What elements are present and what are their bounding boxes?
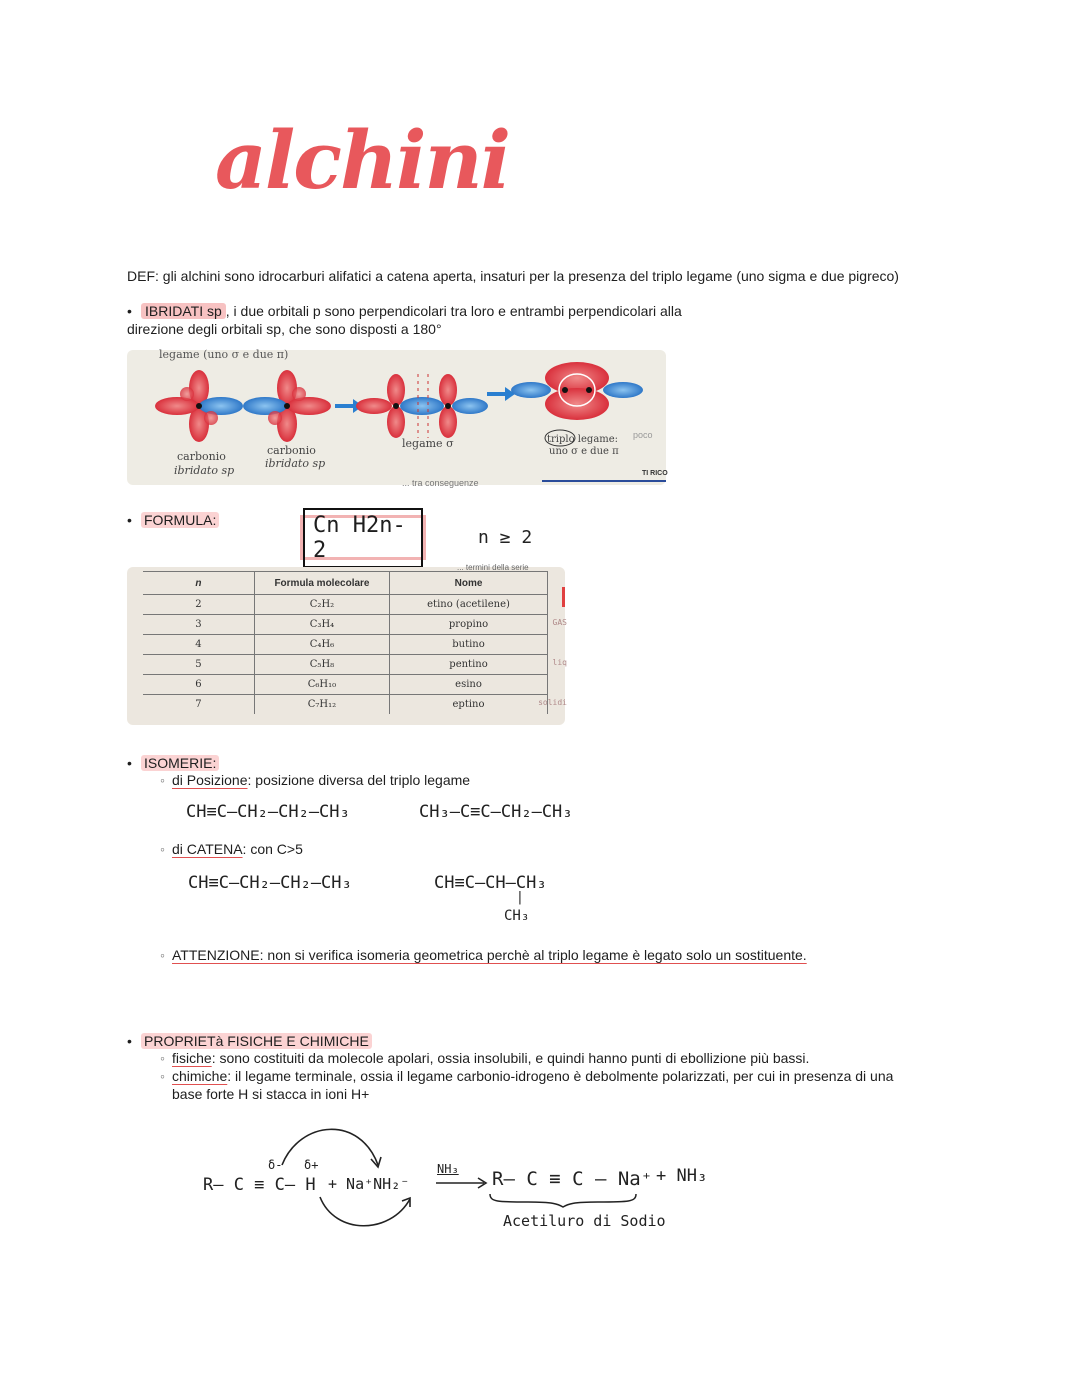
cell-name-text: eptino <box>452 699 485 710</box>
posizione-label: di Posizione <box>172 772 248 788</box>
cell-n: 3 <box>143 615 254 635</box>
fisiche-label: fisiche <box>172 1050 212 1066</box>
cell-note: liq <box>552 658 567 667</box>
product-name: Acetiluro di Sodio <box>503 1212 666 1230</box>
proprieta-heading: • PROPRIETà FISICHE E CHIMICHE <box>127 1032 372 1050</box>
cell-n: 4 <box>143 635 254 655</box>
orbital-label-1a: carbonio <box>177 450 226 463</box>
cell-note: solidi <box>538 698 567 707</box>
reaction-reactant: R– C ≡ C– H <box>203 1175 316 1195</box>
cell-n: 7 <box>143 695 254 715</box>
reaction-arrow-label: NH₃ <box>437 1162 459 1176</box>
cell-formula: C₇H₁₂ <box>254 695 389 715</box>
cell-name-text: propino <box>448 619 489 630</box>
cell-name-text: butino <box>452 639 485 650</box>
cell-n: 5 <box>143 655 254 675</box>
cat-branch-bond: | <box>516 890 524 905</box>
orbital-corner-text: TI RICO <box>642 470 668 477</box>
orbital-sigma-pair <box>356 374 488 438</box>
table-caption: ... termini della serie <box>457 563 529 572</box>
orbital-label-3: legame σ <box>402 437 454 450</box>
fisiche-item: ◦ fisiche: sono costituiti da molecole apolari, ossia insolubili, e quindi hanno punti di ebollizione più bassi. <box>160 1050 810 1066</box>
attenzione-note: ◦ ATTENZIONE: non si verifica isomeria geometrica perchè al triplo legame è legato solo un sostituente. <box>160 947 807 963</box>
cell-name <box>390 635 548 655</box>
catena-label: di CATENA <box>172 841 243 857</box>
definition-text: DEF: gli alchini sono idrocarburi alifatici a catena aperta, insaturi per la presenza del triplo legame (uno sigma e due pigreco) <box>127 268 899 284</box>
cell-n: 2 <box>143 595 254 615</box>
col-header-name: Nome <box>390 572 548 595</box>
cat-formula-1: CH≡C–CH₂–CH₂–CH₃ <box>188 873 352 893</box>
general-formula-box <box>300 512 426 563</box>
general-formula: Cn H2n-2 <box>303 508 423 568</box>
col-header-formula: Formula molecolare <box>254 572 389 595</box>
cell-formula: C₃H₄ <box>254 615 389 635</box>
formula-heading: • FORMULA: <box>127 511 219 529</box>
cat-branch: CH₃ <box>504 908 530 924</box>
curved-arrow-bottom <box>320 1197 410 1226</box>
reaction-product: R– C ≡ C – Na⁺ <box>492 1168 653 1190</box>
chimiche-item: ◦ chimiche: il legame terminale, ossia il legame carbonio-idrogeno è debolmente polarizzati, per cui in presenza di una base forte H si stacca in ioni H+ <box>160 1068 894 1102</box>
orbital-diagram-svg <box>127 348 668 488</box>
molecular-table <box>143 571 567 714</box>
reaction-byproduct: + NH₃ <box>656 1166 708 1186</box>
orbital-label-1b: ibridato sp <box>174 464 235 477</box>
orbital-label-2b: ibridato sp <box>265 457 326 470</box>
reaction-reagent: + Na⁺NH₂⁻ <box>328 1175 410 1193</box>
cell-name <box>390 615 567 635</box>
cell-name <box>390 655 567 675</box>
cell-formula: C₂H₂ <box>254 595 389 615</box>
fisiche-text: : sono costituiti da molecole apolari, ossia insolubili, e quindi hanno punti di ebollizione più bassi. <box>211 1050 810 1066</box>
isomerie-heading: • ISOMERIE: <box>127 754 219 772</box>
catena-text: : con C>5 <box>242 841 303 857</box>
orbital-label-5: poco <box>633 430 653 440</box>
curved-arrow-top <box>282 1129 378 1165</box>
orbital-label-4a: triplo legame: <box>547 434 619 445</box>
reaction-arrow <box>436 1177 490 1189</box>
table-row <box>143 615 548 635</box>
cell-formula: C₆H₁₀ <box>254 675 389 695</box>
orbital-label-4b: uno σ e due π <box>549 446 619 457</box>
cell-n: 6 <box>143 675 254 695</box>
chimiche-label: chimiche <box>172 1068 228 1084</box>
isomerie-label: ISOMERIE: <box>141 755 219 771</box>
orbital-triple-bond <box>511 362 643 420</box>
attenzione-text: ATTENZIONE: non si verifica isomeria geometrica perchè al triplo legame è legato solo un sostituente. <box>172 947 807 963</box>
chimiche-text1: : il legame terminale, ossia il legame carbonio-idrogeno è debolmente polarizzati, per cui in presenza di una <box>227 1068 894 1084</box>
product-brace <box>488 1192 638 1208</box>
page-title: alchini <box>215 113 510 207</box>
isomerie-catena: ◦ di CATENA: con C>5 <box>160 841 303 857</box>
ibridati-label: IBRIDATI sp <box>141 303 226 319</box>
pos-formula-2: CH₃–C≡C–CH₂–CH₃ <box>419 802 573 822</box>
cell-formula: C₅H₈ <box>254 655 389 675</box>
cell-note: GAS <box>552 618 567 627</box>
orbital-carbon-1 <box>155 370 243 442</box>
ibridati-text1: , i due orbitali p sono perpendicolari tra loro e entrambi perpendicolari alla <box>225 303 682 319</box>
proprieta-label: PROPRIETà FISICHE E CHIMICHE <box>141 1033 372 1049</box>
cell-name <box>390 595 548 615</box>
table-row <box>143 595 548 615</box>
posizione-text: : posizione diversa del triplo legame <box>247 772 471 788</box>
bullet: • <box>127 303 132 319</box>
cell-formula: C₄H₆ <box>254 635 389 655</box>
chimiche-text2: base forte H si stacca in ioni H+ <box>172 1086 370 1102</box>
cat-formula-2: CH≡C–CH–CH₃ <box>434 873 547 893</box>
formula-label: FORMULA: <box>141 512 219 528</box>
cell-name-text: etino (acetilene) <box>427 599 510 610</box>
col-header-n: n <box>143 572 254 595</box>
cell-name-text: pentino <box>449 659 488 670</box>
ibridati-text2: direzione degli orbitali sp, che sono disposti a 180° <box>127 321 442 337</box>
cell-name <box>390 675 548 695</box>
ibridati-section <box>127 302 827 338</box>
formula-condition: n ≥ 2 <box>478 527 533 548</box>
orbital-label-2a: carbonio <box>267 444 316 457</box>
cell-name-text: esino <box>455 679 482 690</box>
molecular-table-image <box>127 563 567 725</box>
orbital-bottom-text: ... tra conseguenze <box>402 478 479 488</box>
isomerie-posizione: ◦ di Posizione: posizione diversa del triplo legame <box>160 772 471 788</box>
delta-plus: δ+ <box>304 1158 319 1172</box>
orbital-top-text: legame (uno σ e due π) <box>159 348 289 361</box>
orbital-carbon-2 <box>243 370 331 442</box>
cell-name <box>390 695 567 715</box>
table-row <box>143 635 548 655</box>
delta-minus: δ- <box>268 1158 283 1172</box>
pos-formula-1: CH≡C–CH₂–CH₂–CH₃ <box>186 802 350 822</box>
table-row <box>143 695 548 715</box>
table-row <box>143 675 548 695</box>
table-row <box>143 655 548 675</box>
orbital-diagram-image <box>127 348 668 488</box>
